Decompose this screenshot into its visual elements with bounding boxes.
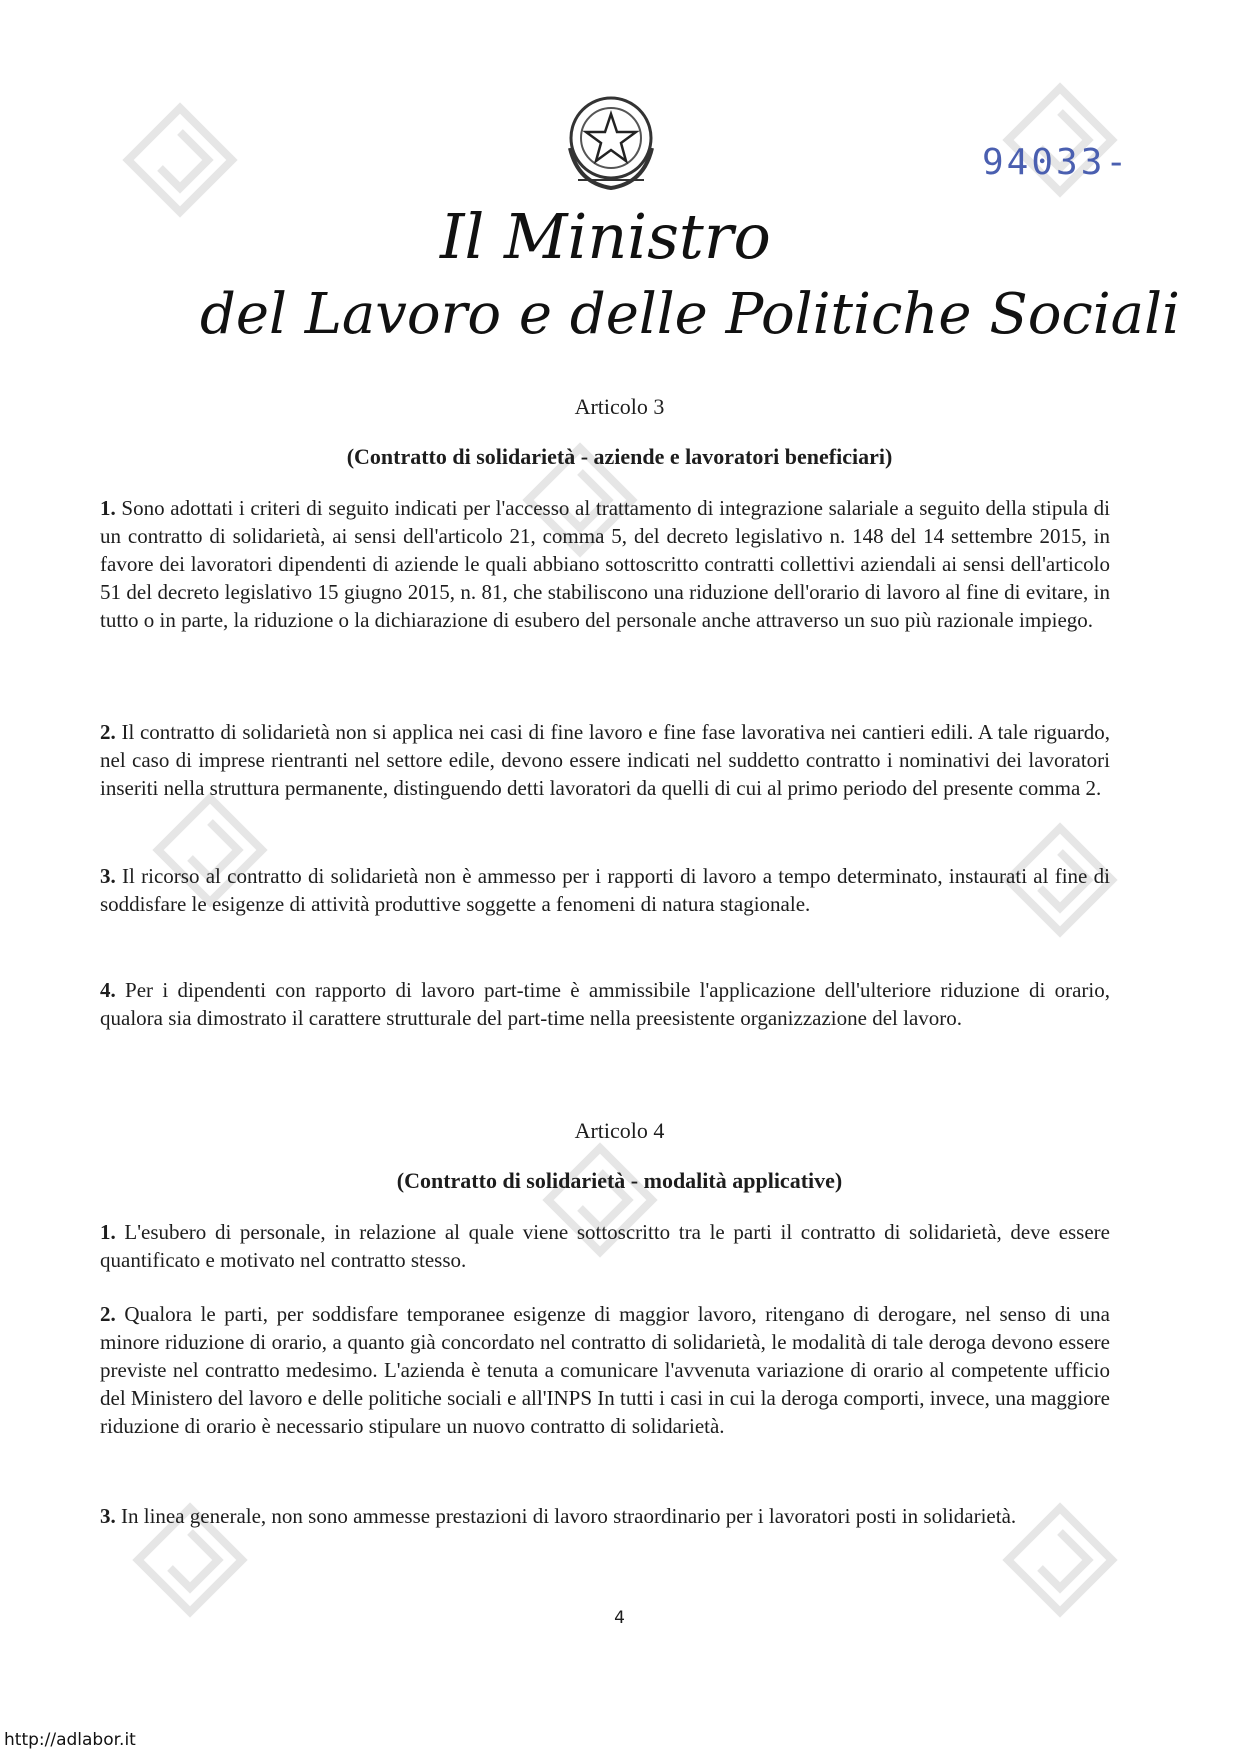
article-4-subtitle: (Contratto di solidarietà - modalità applicative) — [396, 1168, 843, 1193]
ministry-heading-line1: Il Ministro — [440, 200, 771, 273]
footer-url: http://adlabor.it — [4, 1730, 136, 1750]
article-3-title: Articolo 3 — [574, 394, 665, 419]
watermark-logo-icon — [120, 100, 240, 220]
article-3-paragraph-2: 2. Il contratto di solidarietà non si applica nei casi di fine lavoro e fine fase lavorativa nei cantieri edili. A tale riguardo, nel caso di imprese rientranti nel settore edile, devono essere indicati nel suddetto contratto i nominativi dei lavoratori inseriti nella struttura permanente, distinguendo detti lavoratori da quelli di cui al primo periodo del presente comma 2. — [100, 720, 1110, 800]
protocol-stamp-number: 94033- — [982, 142, 1131, 183]
article-3-paragraph-3: 3. Il ricorso al contratto di solidarietà non è ammesso per i rapporti di lavoro a tempo determinato, instaurati al fine di soddisfare le esigenze di attività produttive soggette a fenomeni di natura stagionale. — [100, 864, 1110, 916]
article-4-paragraph-3: 3. In linea generale, non sono ammesse prestazioni di lavoro straordinario per i lavoratori posti in solidarietà. — [100, 1504, 1017, 1528]
article-3-paragraph-4: 4. Per i dipendenti con rapporto di lavoro part-time è ammissibile l'applicazione dell'ulteriore riduzione di orario, qualora sia dimostrato il carattere strutturale del part-time nella preesistente organizzazione del lavoro. — [100, 978, 1110, 1030]
article-3-subtitle: (Contratto di solidarietà - aziende e lavoratori beneficiari) — [346, 444, 893, 469]
article-3-paragraph-1: 1. Sono adottati i criteri di seguito indicati per l'accesso al trattamento di integrazione salariale a seguito della stipula di un contratto di solidarietà, ai sensi dell'articolo 21, comma 5, del decreto legislativo n. 148 del 14 settembre 2015, in favore dei lavoratori dipendenti di aziende le quali abbiano sottoscritto contratti collettivi aziendali ai sensi dell'articolo 51 del decreto legislativo 15 giugno 2015, n. 81, che stabiliscono una riduzione dell'orario di lavoro al fine di evitare, in tutto o in parte, la riduzione o la dichiarazione di esubero del personale anche attraverso un suo più razionale impiego. — [100, 496, 1110, 632]
ministry-heading-line2: del Lavoro e delle Politiche Sociali — [200, 282, 1180, 347]
article-4-title: Articolo 4 — [574, 1118, 665, 1143]
article-4-paragraph-2: 2. Qualora le parti, per soddisfare temporanee esigenze di maggior lavoro, ritengano di derogare, nel senso di una minore riduzione di orario, a quanto già concordato nel contratto di solidarietà, le modalità di tale deroga devono essere previste nel contratto medesimo. L'azienda è tenuta a comunicare l'avvenuta variazione di orario al competente ufficio del Ministero del lavoro e delle politiche sociali e all'INPS In tutti i casi in cui la deroga comporti, invece, una maggiore riduzione di orario è necessario stipulare un nuovo contratto di solidarietà. — [100, 1302, 1110, 1438]
page-number: 4 — [614, 1608, 625, 1628]
italian-republic-emblem-icon — [558, 88, 664, 196]
article-4-paragraph-1: 1. L'esubero di personale, in relazione al quale viene sottoscritto tra le parti il contratto di solidarietà, deve essere quantificato e motivato nel contratto stesso. — [100, 1220, 1110, 1272]
